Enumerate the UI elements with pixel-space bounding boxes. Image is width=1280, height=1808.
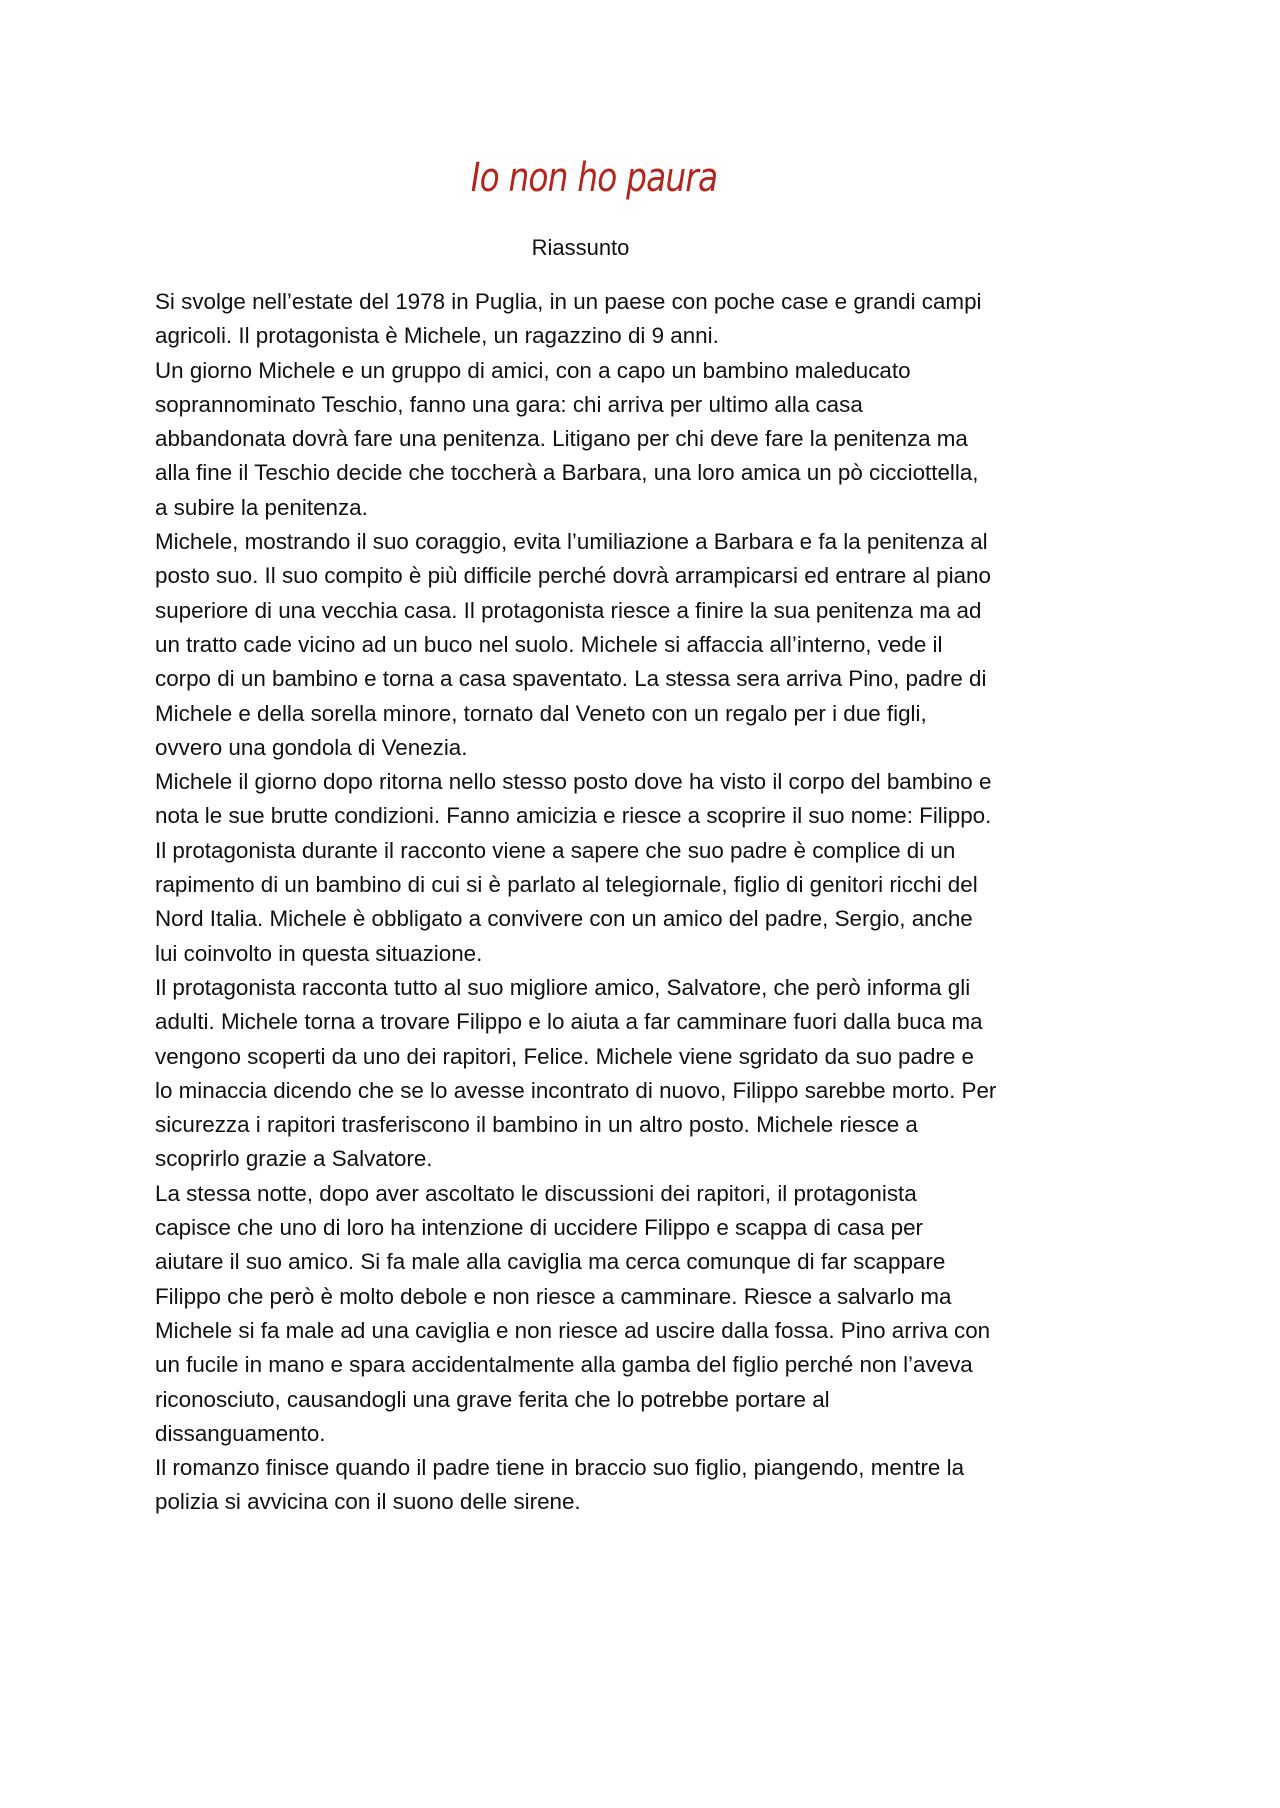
text-line: Nord Italia. Michele è obbligato a convivere con un amico del padre, Sergio, anche: [155, 906, 973, 932]
document-subtitle: Riassunto: [531, 235, 630, 260]
text-line: un fucile in mano e spara accidentalmente alla gamba del figlio perché non l’aveva: [155, 1352, 973, 1378]
paragraph: [155, 525, 1145, 765]
text-line: Il protagonista durante il racconto viene a sapere che suo padre è complice di un: [155, 837, 956, 863]
text-line: La stessa notte, dopo aver ascoltato le discussioni dei rapitori, il protagonista: [155, 1180, 917, 1206]
text-line: dissanguamento.: [155, 1420, 326, 1446]
text-line: Michele si fa male ad una caviglia e non riesce ad uscire dalla fossa. Pino arriva con: [155, 1317, 991, 1343]
text-line: ovvero una gondola di Venezia.: [155, 734, 468, 760]
paragraph: [155, 971, 1145, 1177]
text-line: un tratto cade vicino ad un buco nel suolo. Michele si affaccia all’interno, vede il: [155, 631, 943, 657]
paragraph: [155, 1451, 1145, 1520]
paragraph: [155, 354, 1145, 525]
text-line: lo minaccia dicendo che se lo avesse incontrato di nuovo, Filippo sarebbe morto. Per: [155, 1077, 997, 1103]
text-line: nota le sue brutte condizioni. Fanno amicizia e riesce a scoprire il suo nome: Filippo.: [155, 803, 992, 829]
text-line: scoprirlo grazie a Salvatore.: [155, 1146, 433, 1172]
text-line: a subire la penitenza.: [155, 494, 368, 520]
text-line: vengono scoperti da uno dei rapitori, Felice. Michele viene sgridato da suo padre e: [155, 1043, 974, 1069]
paragraph: [155, 285, 1145, 354]
text-line: riconosciuto, causandogli una grave ferita che lo potrebbe portare al: [155, 1386, 830, 1412]
document-title: Io non ho paura: [470, 155, 718, 201]
text-line: Michele il giorno dopo ritorna nello stesso posto dove ha visto il corpo del bambino e: [155, 769, 992, 795]
text-line: rapimento di un bambino di cui si è parlato al telegiornale, figlio di genitori ricchi del: [155, 872, 978, 898]
text-line: Michele, mostrando il suo coraggio, evita l’umiliazione a Barbara e fa la penitenza al: [155, 529, 988, 555]
document-body: [155, 285, 1145, 1520]
text-line: abbandonata dovrà fare una penitenza. Litigano per chi deve fare la penitenza ma: [155, 426, 968, 452]
text-line: Si svolge nell’estate del 1978 in Puglia, in un paese con poche case e grandi campi: [155, 289, 982, 314]
text-line: polizia si avvicina con il suono delle sirene.: [155, 1489, 581, 1515]
text-line: sicurezza i rapitori trasferiscono il bambino in un altro posto. Michele riesce a: [155, 1112, 918, 1138]
paragraph: [155, 1177, 1145, 1451]
text-line: alla fine il Teschio decide che toccherà a Barbara, una loro amica un pò cicciottella,: [155, 460, 979, 486]
paragraph: [155, 765, 1145, 971]
text-line: superiore di una vecchia casa. Il protagonista riesce a finire la sua penitenza ma ad: [155, 597, 982, 623]
text-line: Filippo che però è molto debole e non riesce a camminare. Riesce a salvarlo ma: [155, 1283, 952, 1309]
text-line: Un giorno Michele e un gruppo di amici, con a capo un bambino maleducato: [155, 357, 911, 383]
text-line: adulti. Michele torna a trovare Filippo e lo aiuta a far camminare fuori dalla buca ma: [155, 1009, 983, 1035]
text-line: aiutare il suo amico. Si fa male alla caviglia ma cerca comunque di far scappare: [155, 1249, 946, 1275]
text-line: posto suo. Il suo compito è più difficile perché dovrà arrampicarsi ed entrare al piano: [155, 563, 991, 589]
text-line: Il romanzo finisce quando il padre tiene in braccio suo figlio, piangendo, mentre la: [155, 1455, 965, 1481]
text-line: Michele e della sorella minore, tornato dal Veneto con un regalo per i due figli,: [155, 700, 927, 726]
text-line: lui coinvolto in questa situazione.: [155, 940, 483, 966]
text-line: capisce che uno di loro ha intenzione di uccidere Filippo e scappa di casa per: [155, 1215, 923, 1241]
text-line: agricoli. Il protagonista è Michele, un ragazzino di 9 anni.: [155, 323, 719, 349]
text-line: corpo di un bambino e torna a casa spaventato. La stessa sera arriva Pino, padre di: [155, 666, 987, 692]
text-line: soprannominato Teschio, fanno una gara: chi arriva per ultimo alla casa: [155, 391, 863, 417]
text-line: Il protagonista racconta tutto al suo migliore amico, Salvatore, che però informa gli: [155, 974, 971, 1000]
